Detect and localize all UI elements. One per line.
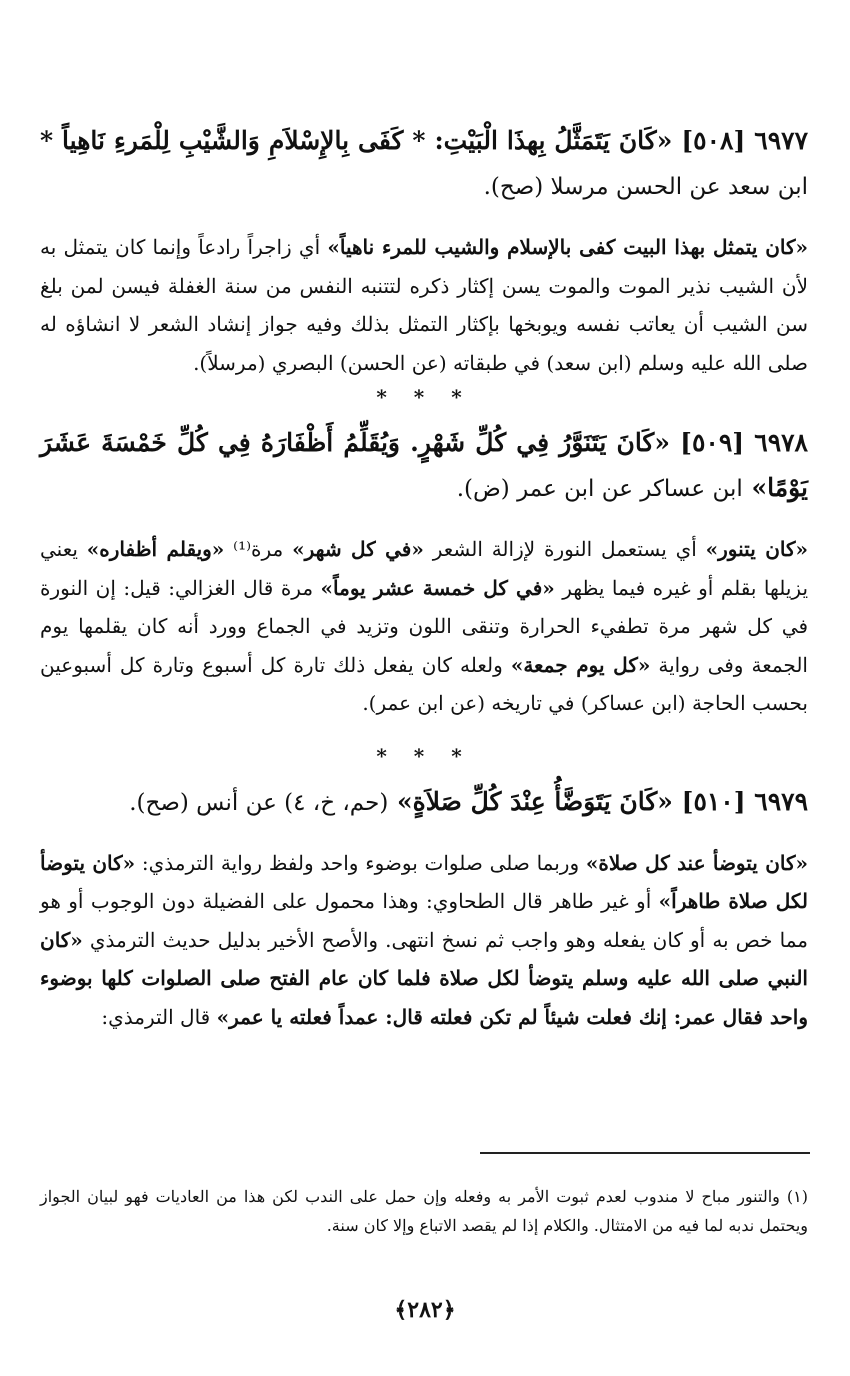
hadith-source: ابن عساكر عن ابن عمر (ض).: [456, 476, 743, 502]
hadith-entry: [40, 779, 808, 1037]
page-body: [40, 118, 808, 1036]
section-separator: * * *: [376, 743, 472, 768]
commentary-text: وربما صلى صلوات بوضوء واحد ولفظ رواية الترمذي:: [135, 850, 586, 875]
commentary: [40, 228, 808, 382]
hadith-text: [40, 779, 808, 826]
commentary-text: يعني يزيلها بقلم أو غيره فيما يظهر: [40, 537, 809, 600]
quoted-phrase: «كان يتوضأ عند كل صلاة»: [585, 850, 809, 875]
hadith-source: ابن سعد عن الحسن مرسلا (صح).: [483, 174, 808, 200]
quoted-phrase: «كان يتمثل بهذا البيت كفى بالإسلام والشيب للمرء ناهياً»: [327, 235, 808, 259]
commentary: [40, 844, 808, 1037]
hadith-lead: ٦٩٧٧ [٥٠٨] «كَانَ يَتَمَثَّلُ بِهذَا الْبَيْتِ: * كَفَى بِالإِسْلاَمِ وَالشَّيْبِ لِلْمَرءِ نَاهِياً *: [40, 126, 808, 155]
hadith-entry: [40, 118, 808, 382]
commentary-text: قال الترمذي:: [101, 1004, 217, 1029]
quoted-phrase: «في كل خمسة عشر يوماً»: [320, 575, 555, 600]
commentary-text: ولعله كان يفعل ذلك تارة كل أسبوع وتارة كل أسبوعين بحسب الحاجة (ابن عساكر) في تاريخه (عن ابن عمر).: [40, 652, 808, 715]
quoted-phrase: «في كل شهر»: [292, 537, 424, 561]
quoted-phrase: «كان يتوضأ لكل صلاة طاهراً»: [40, 850, 809, 913]
hadith-lead: ٦٩٧٨ [٥٠٩] «كَانَ يَتَنَوَّرُ فِي كُلِّ شَهْرٍ. وَيُقَلِّمُ أَظْفَارَهُ فِي كُلِّ خَمْسَةَ عَشَرَ يَوْمًا»: [40, 428, 808, 502]
hadith-text: [40, 118, 808, 210]
quoted-phrase: «ويقلم أظفاره»: [86, 537, 225, 561]
commentary: [40, 530, 808, 723]
commentary-text: مرة قال الغزالي: قيل: إن النورة في كل شهر مرة تطفيء الحرارة وتنقى اللون وتزيد في الجماع وورد أنه كان يقلمها يوم الجمعة وفى رواية: [40, 575, 809, 677]
commentary-text: أو غير طاهر قال الطحاوي: وهذا محمول على الفضيلة دون الوجوب أو هو مما خص به أو كان يفعله وهو واجب ثم نسخ انتهى. والأصح الأخير بدليل حديث الترمذي: [40, 889, 808, 952]
hadith-entry: [40, 420, 808, 723]
page-number: ﴿٢٨٢﴾: [394, 1297, 456, 1323]
quoted-phrase: «كان النبي صلى الله عليه وسلم يتوضأ لكل صلاة فلما كان عام الفتح صلى الصلوات كلها بوضوء واحد فقال عمر: إنك فعلت شيئاً لم تكن فعلته قال: عمداً فعلته يا عمر»: [40, 927, 808, 1029]
hadith-source: (حم، خ، ٤) عن أنس (صح).: [129, 789, 389, 816]
commentary-text: مرة⁽¹⁾: [224, 537, 293, 561]
hadith-text: [40, 420, 808, 512]
section-separator: * * *: [376, 385, 472, 409]
footnote: (١) والتنور مباح لا مندوب لعدم ثبوت الأمر به وفعله وإن حمل على الندب لكن هذا من العاديات فهو لبيان الجواز ويحتمل ندبه لما فيه من الامتثال. والكلام إذا لم يقصد الاتباع وإلا كان سنة.: [40, 1187, 809, 1235]
quoted-phrase: «كل يوم جمعة»: [510, 652, 651, 677]
quoted-phrase: «كان يتنور»: [705, 537, 809, 561]
hadith-lead: ٦٩٧٩ [٥١٠] «كَانَ يَتَوَضَّأُ عِنْدَ كُلِّ صَلاَةٍ»: [397, 786, 808, 816]
commentary-text: أي زاجراً رادعاً وإنما كان يتمثل به لأن الشيب نذير الموت والموت يسن إكثار ذكره لتتنبه النفس من سنة الغفلة فيسن لمن بلغ سن الشيب أن يعاتب نفسه ويوبخها بإكثار التمثل بذلك وفيه جواز إنشاد الشعر لا انشاؤه له صلى الله عليه وسلم (ابن سعد) في طبقاته (عن الحسن) البصري (مرسلاً).: [40, 235, 808, 375]
footnote-rule: [480, 1152, 810, 1154]
commentary-text: أي يستعمل النورة لإزالة الشعر: [423, 537, 706, 561]
